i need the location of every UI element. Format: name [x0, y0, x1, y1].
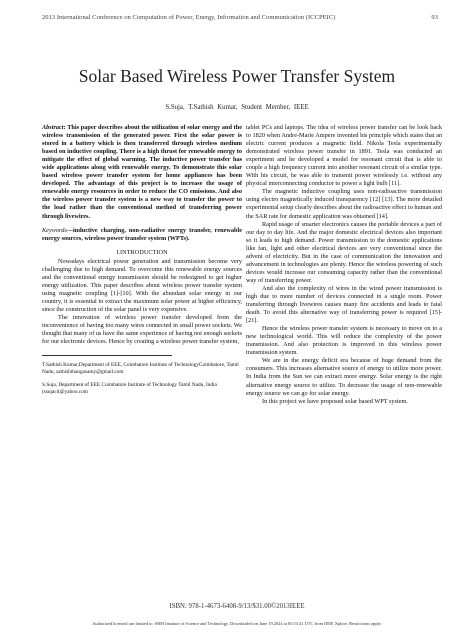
- body-paragraph: Rapid usage of smarter electronics causes the portable devices a part of our day to day life. And the major domestic electrical devices also important so it leads to high demand. Power transmission to the domestic applications like fan, light and other electrical devices are very conventional since the advent of electricity. But in the case of communication the innovation and advancement in technologies are plenty. Hence the wireless powering of such devices would increase our consuming capacity rather than the conventional way of transferring power.: [246, 220, 442, 284]
- body-paragraph: We are in the energy deficit era because of huge demand from the consumers. This increases alternative source of energy to utilize more power. In India from the Sun we can extract more energy. Solar energy is the right alternative energy source to utilize. To decrease the usage of non-renewable energy source we can go for solar energy.: [246, 357, 442, 397]
- page-number: 93: [431, 14, 438, 21]
- author-footnote: T.Sathish Kumar,Department of EEE, Coimbatore Institute of TechnologyCoimbatore, Tamil Nadu, sathishthangasamy@gmail.com: [42, 362, 239, 376]
- author-footnote: S.Suja, Department of EEE Coimbatore Institute of Technology Tamil Nadu, India (ssujacit@yahoo.com: [42, 382, 217, 396]
- body-paragraph: Hence the wireless power transfer system is necessary to move on to a new technological world. This will reduce the complexity of the power transmission. And also protection is improved in this wireless power transmission system.: [246, 325, 442, 357]
- abstract: [42, 124, 242, 221]
- body-paragraph: Nowadays electrical power generation and transmission become very challenging due to high demand. To overcome this renewable energy sources and the conventional energy transmission should be redesigned to get higher energy utilization. This paper describes about wireless power transfer system using magnetic coupling [1]-[10]. With the abundant solar energy in our country, it is essential to extract the maximum solar power at higher efficiency, since the construction of the solar panel is very expensive.: [42, 257, 242, 313]
- right-column: [246, 124, 442, 406]
- body-paragraph: The magnetic inductive coupling uses non-radioactive transmission using electro magnetically induced transparency [12] [13]. The more detailed experimental setup clearly describes about the radioactive effect to human and the SAR rate for domestic application was obtained [14].: [246, 188, 442, 220]
- body-paragraph: The innovation of wireless power transfer developed from the inconvenience of having too many wires connected in small power sockets. We thought that many of us have the same experience of having not enough sockets for our electronic devices. Hence by creating a wireless power transfer system,: [42, 314, 242, 346]
- body-paragraph: And also the complexity of wires in the wired power transmission is high due to more number of devices connected in a single room. Power transferring through livewires causes many fire accidents and leads to fatal death. To avoid this alternative way of transferring power is required [15]-[21].: [246, 284, 442, 325]
- abstract-label: Abstract: [42, 124, 64, 131]
- license-notice: Authorized licensed use limited to: SRM Institute of Science and Technology. Downloaded on June 19,2024 at 05:53:41 UTC from IEEE Xplore. Restrictions apply.: [92, 621, 382, 626]
- keywords: [42, 227, 242, 243]
- conference-name: 2013 International Conference on Computation of Power, Energy, Information and Communication (ICCPEIC): [42, 14, 336, 21]
- paper-title: Solar Based Wireless Power Transfer System: [78, 66, 396, 86]
- running-header: [42, 14, 438, 21]
- footnote-divider: [42, 355, 172, 356]
- author-line: S.Suja, T.Sathish Kumar, Student Member, IEEE: [165, 104, 309, 111]
- left-column: [42, 124, 242, 402]
- keywords-text: —inductive charging, non-radiative energy transfer, renewable energy sources, wireless power transfer system (WPTs).: [42, 226, 242, 242]
- keywords-label: Keywords: [42, 226, 67, 234]
- section-heading-introduction: I.INTRODUCTION: [116, 248, 168, 256]
- body-paragraph: In this project we have proposed solar based WPT system.: [262, 397, 408, 405]
- isbn-line: ISBN: 978-1-4673-6408-9/13/$31.00©2013IEEE: [169, 603, 305, 610]
- body-paragraph: tablet PCs and laptops. The idea of wireless power transfer can be look back to 1820 when Andre-Marie Ampere invented his principle which states that an electric current produces a magnetic field. Nikola Tesla experimentally demonstrated wireless power transfer in 1891. Tesla was conducted an experiment and he developed a model for resonant circuit that is able to couple a high frequency current into another resonant circuit of a similar type. With his circuit, he was able to transmit power wirelessly i.e. without any physical interconnecting conductor to power a light bulb [11].: [246, 124, 442, 188]
- abstract-text: : This paper describes about the utilization of solar energy and the wireless transmission of the generated power. First the solar power is stored in a battery which is then transferred through wireless medium based on inductive coupling. There is a high thrust for renewable energy to mitigate the effect of global warming. The inductive power transfer has wide applications along with renewable energy. To demonstrate this solar based wireless power transfer system for home appliances has been developed. The advantage of this project is to increase the usage of renewable energy resources in order to reduce the CO emissions. And also the wireless power transfer system is a new way to transfer the power to the load rather than the conventional method of transferring power through livewires.: [42, 124, 242, 220]
